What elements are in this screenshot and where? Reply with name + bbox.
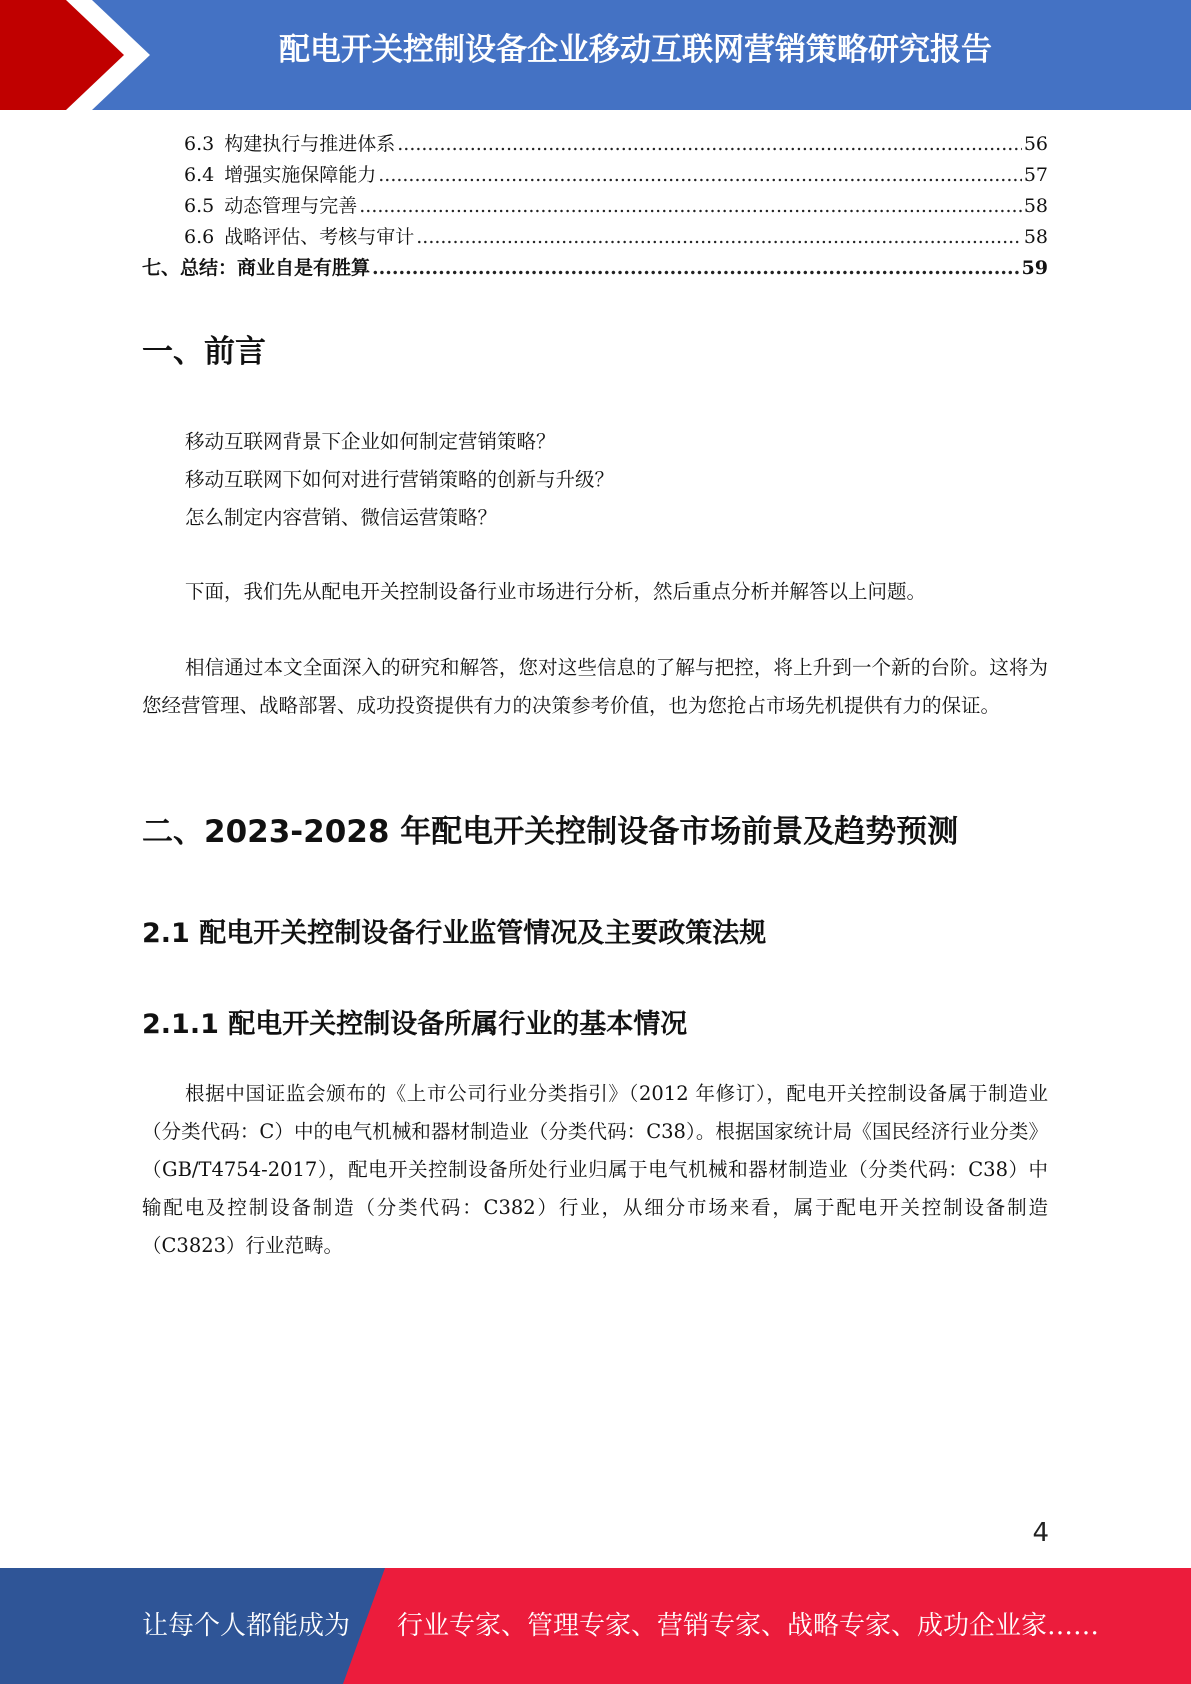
- subsection-heading: 2.1.1 配电开关控制设备所属行业的基本情况: [142, 1009, 688, 1040]
- toc-item-label: 增强实施保障能力: [224, 164, 377, 186]
- toc-item-number: 6.6: [184, 226, 215, 248]
- question-line: 移动互联网下如何对进行营销策略的创新与升级？: [185, 468, 615, 491]
- toc-item-label: 战略评估、考核与审计: [224, 226, 415, 248]
- toc-item-page: 58: [1023, 195, 1048, 217]
- toc-item-number: 6.3: [184, 133, 215, 155]
- footer-banner: [0, 1568, 1191, 1684]
- toc-item-page: 57: [1023, 164, 1048, 186]
- report-title: 配电开关控制设备企业移动互联网营销策略研究报告: [279, 32, 992, 68]
- toc-item-chapter[interactable]: [142, 253, 1048, 284]
- toc-dot-leader: [416, 226, 1022, 248]
- toc-item-page: 58: [1023, 226, 1048, 248]
- toc-item[interactable]: [142, 222, 1048, 253]
- footer-slogan-left: 让每个人都能成为: [142, 1611, 351, 1641]
- toc-item[interactable]: [142, 160, 1048, 191]
- header-banner: [0, 0, 1191, 110]
- question-line: 怎么制定内容营销、微信运营策略？: [185, 506, 498, 529]
- question-line: 移动互联网背景下企业如何制定营销策略？: [185, 430, 556, 453]
- toc-dot-leader: [372, 257, 1020, 279]
- toc-dot-leader: [378, 164, 1022, 186]
- body-paragraph: 根据中国证监会颁布的《上市公司行业分类指引》（2012 年修订），配电开关控制设备属于制造业（分类代码：C）中的电气机械和器材制造业（分类代码：C38）。根据国家统计局《国民经济行业分类》（GB/T4754-2017），配电开关控制设备所处行业归属于电气机械和器材制造业（分类代码：C38）中输配电及控制设备制造（分类代码：C382）行业，从细分市场来看，属于配电开关控制设备制造（C3823）行业范畴。: [142, 1082, 1048, 1257]
- subsection-heading: 2.1 配电开关控制设备行业监管情况及主要政策法规: [142, 918, 767, 949]
- page-number: 4: [1032, 1518, 1049, 1548]
- section-heading-preface: 一、前言: [142, 334, 266, 370]
- toc-item-page: 59: [1021, 257, 1048, 279]
- toc-item-number: 6.5: [184, 195, 215, 217]
- table-of-contents: [142, 129, 1048, 284]
- toc-item-number: 6.4: [184, 164, 215, 186]
- toc-item-label: 七、总结：商业自是有胜算: [142, 257, 371, 279]
- footer-slogan-right: 行业专家、管理专家、营销专家、战略专家、成功企业家……: [397, 1611, 1100, 1641]
- body-paragraph: 下面，我们先从配电开关控制设备行业市场进行分析，然后重点分析并解答以上问题。: [185, 580, 927, 603]
- toc-item-label: 动态管理与完善: [224, 195, 358, 217]
- toc-dot-leader: [397, 133, 1022, 155]
- toc-item[interactable]: [142, 129, 1048, 160]
- toc-item-page: 56: [1023, 133, 1048, 155]
- toc-item-label: 构建执行与推进体系: [224, 133, 396, 155]
- section-heading-market-outlook: 二、2023-2028 年配电开关控制设备市场前景及趋势预测: [142, 814, 959, 850]
- toc-dot-leader: [359, 195, 1022, 217]
- toc-item[interactable]: [142, 191, 1048, 222]
- body-paragraph: 相信通过本文全面深入的研究和解答，您对这些信息的了解与把控，将上升到一个新的台阶。这将为您经营管理、战略部署、成功投资提供有力的决策参考价值，也为您抢占市场先机提供有力的保证。: [142, 656, 1048, 717]
